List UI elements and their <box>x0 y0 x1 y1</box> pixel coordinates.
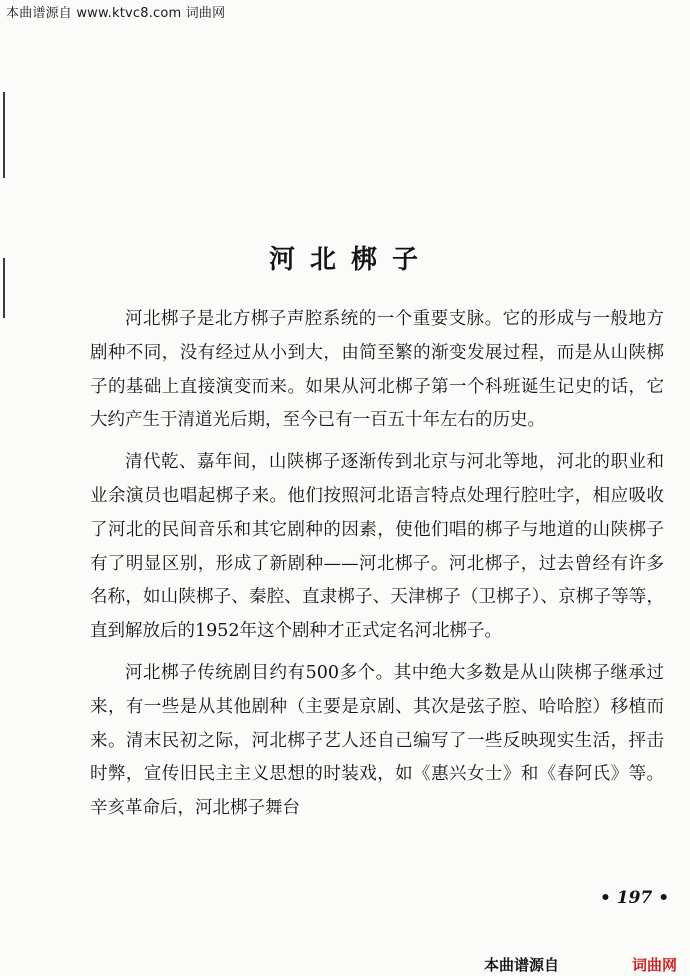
watermark-header: 本曲谱源自 www.ktvc8.com 词曲网 <box>6 6 226 21</box>
footer-site-logo: 词曲网 <box>632 956 678 974</box>
footer-source-label: 本曲谱源自 <box>484 956 560 974</box>
paragraph: 河北梆子传统剧目约有500多个。其中绝大多数是从山陕梆子继承过来，有一些是从其他剧种（主要是京剧、其次是弦子腔、哈哈腔）移植而来。清末民初之际，河北梆子艺人还自己编写了一些反映现实生活，抨击时弊，宣传旧民主主义思想的时装戏，如《惠兴女士》和《春阿氏》等。辛亥革命后，河北梆子舞台 <box>90 662 664 819</box>
paragraph: 河北梆子是北方梆子声腔系统的一个重要支脉。它的形成与一般地方剧种不同，没有经过从小到大，由简至繁的渐变发展过程，而是从山陕梆子的基础上直接演变而来。如果从河北梆子第一个科班诞生记史的话，它大约产生于清道光后期，至今已有一百五十年左右的历史。 <box>90 309 664 431</box>
article-body <box>90 303 664 834</box>
page-title: 河北梆子 <box>268 245 433 276</box>
page-number: • 197 • <box>600 888 670 908</box>
paragraph: 清代乾、嘉年间，山陕梆子逐渐传到北京与河北等地，河北的职业和业余演员也唱起梆子来。他们按照河北语言特点处理行腔吐字，相应吸收了河北的民间音乐和其它剧种的因素，使他们唱的梆子与地道的山陕梆子有了明显区别，形成了新剧种——河北梆子。河北梆子，过去曾经有许多名称，如山陕梆子、秦腔、直隶梆子、天津梆子（卫梆子）、京梆子等等，直到解放后的1952年这个剧种才正式定名河北梆子。 <box>90 452 664 642</box>
scan-margin-line <box>3 92 5 178</box>
